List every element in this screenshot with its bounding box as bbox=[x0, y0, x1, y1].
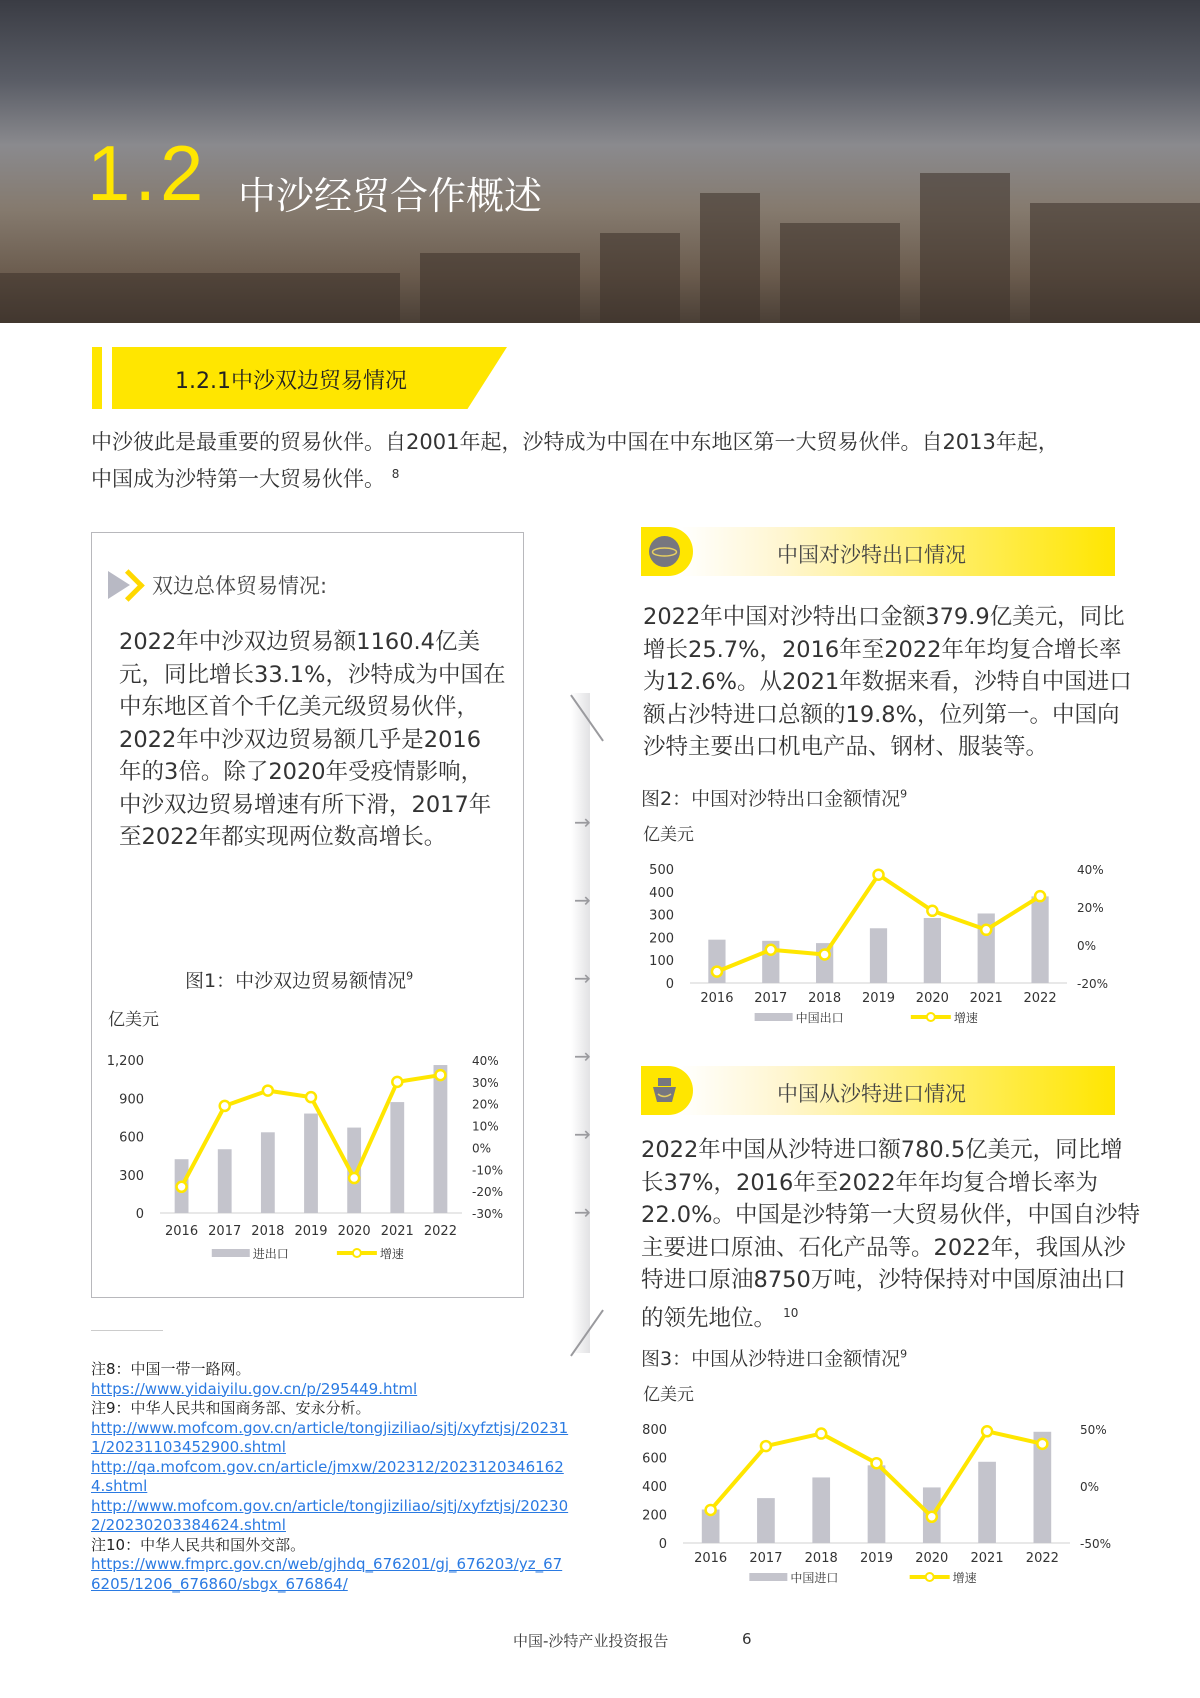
growth-point-2022 bbox=[435, 1070, 445, 1080]
growth-point-2017 bbox=[766, 945, 776, 955]
x-tick-label: 2019 bbox=[861, 991, 896, 1006]
x-tick-label: 2022 bbox=[1023, 991, 1057, 1006]
y2-tick-label: 20% bbox=[1077, 901, 1104, 915]
bar-2020 bbox=[924, 918, 941, 983]
body-line: 沙特主要出口机电产品、钢材、服装等。 bbox=[643, 734, 1049, 760]
footnote-link[interactable]: http://qa.mofcom.gov.cn/article/jmxw/202312/20231203461624.shtml bbox=[91, 1457, 564, 1495]
footnote-9: 注9：中华人民共和国商务部、安永分析。 bbox=[91, 1399, 371, 1417]
export-body bbox=[643, 601, 1143, 764]
y2-tick-label: -20% bbox=[472, 1185, 504, 1200]
arrow-right-icon: → bbox=[574, 810, 591, 834]
growth-point-2020 bbox=[349, 1173, 359, 1183]
legend-bar-label: 进出口 bbox=[252, 1247, 289, 1261]
box-heading bbox=[108, 568, 327, 602]
import-header-label: 中国从沙特进口情况 bbox=[777, 1082, 966, 1106]
y2-tick-label: 30% bbox=[472, 1075, 499, 1090]
badge bbox=[641, 1066, 693, 1115]
legend-line-marker bbox=[927, 1013, 935, 1021]
body-line: 2022年中国从沙特进口额780.5亿美元，同比增 bbox=[641, 1137, 1123, 1163]
footnote-ref: 9 bbox=[900, 787, 908, 801]
body-line: 主要进口原油、石化产品等。2022年，我国从沙 bbox=[641, 1234, 1126, 1261]
bar-2021 bbox=[978, 1462, 996, 1543]
y-tick-label: 100 bbox=[649, 954, 674, 970]
x-tick-label: 2020 bbox=[337, 1224, 371, 1239]
growth-point-2017 bbox=[761, 1441, 771, 1451]
y2-tick-label: 0% bbox=[1080, 1480, 1100, 1494]
body-line: 2022年中沙双边贸易额几乎是2016 bbox=[119, 726, 482, 753]
body-line: 22.0%。中国是沙特第一大贸易伙伴，中国自沙特 bbox=[641, 1202, 1140, 1228]
bar-2019 bbox=[870, 928, 887, 983]
legend-bar-label: 中国进口 bbox=[790, 1571, 839, 1585]
arrow-right-icon: → bbox=[574, 1200, 591, 1224]
footnote-link[interactable]: http://www.mofcom.gov.cn/article/tongjiziliao/sjtj/xyfztjsj/202311/20231103452900.shtml bbox=[91, 1418, 569, 1456]
body-line: 2022年中国对沙特出口金额379.9亿美元，同比 bbox=[643, 604, 1125, 630]
intro-line: 中沙彼此是最重要的贸易伙伴。自2001年起，沙特成为中国在中东地区第一大贸易伙伴。自2013年起， bbox=[91, 430, 1059, 454]
y2-tick-label: 20% bbox=[472, 1097, 499, 1112]
page-number: 6 bbox=[742, 1630, 752, 1648]
body-line: 增长25.7%，2016年至2022年年均复合增长率 bbox=[643, 636, 1122, 663]
legend-bar-swatch bbox=[749, 1573, 787, 1581]
legend-line-marker bbox=[353, 1249, 361, 1257]
x-tick-label: 2022 bbox=[423, 1224, 457, 1239]
box-body bbox=[119, 626, 519, 854]
x-tick-label: 2016 bbox=[165, 1224, 199, 1239]
y-tick-label: 200 bbox=[642, 1508, 667, 1524]
footnotes bbox=[91, 1360, 571, 1594]
legend-bar-label: 中国出口 bbox=[795, 1011, 844, 1025]
arrow-right-icon: → bbox=[574, 1122, 591, 1146]
chart3-svg bbox=[640, 1410, 1120, 1600]
x-tick-label: 2019 bbox=[294, 1224, 328, 1239]
body-line: 长37%，2016年至2022年年均复合增长率为 bbox=[641, 1169, 1099, 1196]
chart1-title bbox=[185, 966, 413, 993]
footnote-ref: 9 bbox=[900, 1347, 908, 1361]
footer-title: 中国-沙特产业投资报告 bbox=[513, 1632, 669, 1650]
legend-line-marker bbox=[926, 1573, 934, 1581]
chart1-unit: 亿美元 bbox=[108, 1010, 159, 1030]
x-tick-label: 2021 bbox=[970, 1551, 1004, 1566]
growth-point-2022 bbox=[1037, 1439, 1047, 1449]
intro-paragraph bbox=[91, 426, 1121, 495]
chevron-right-icon bbox=[108, 568, 142, 602]
growth-point-2021 bbox=[981, 925, 991, 935]
growth-point-2020 bbox=[927, 906, 937, 916]
chart1-svg bbox=[90, 1040, 520, 1275]
x-tick-label: 2020 bbox=[915, 1551, 949, 1566]
bar-2022 bbox=[1031, 896, 1048, 983]
footnote-link[interactable]: http://www.mofcom.gov.cn/article/tongjiziliao/sjtj/xyfztjsj/202302/20230203384624.shtml bbox=[91, 1496, 569, 1534]
x-tick-label: 2022 bbox=[1025, 1551, 1059, 1566]
x-tick-label: 2017 bbox=[208, 1224, 242, 1239]
growth-point-2020 bbox=[927, 1512, 937, 1522]
body-line bbox=[641, 1297, 1141, 1335]
x-tick-label: 2016 bbox=[694, 1551, 728, 1566]
x-tick-label: 2018 bbox=[251, 1224, 285, 1239]
growth-point-2018 bbox=[820, 950, 830, 960]
y2-tick-label: 10% bbox=[472, 1119, 499, 1134]
y-tick-label: 0 bbox=[658, 1537, 667, 1552]
growth-point-2022 bbox=[1035, 891, 1045, 901]
import-section-header bbox=[641, 1066, 1115, 1115]
globe-icon bbox=[649, 536, 680, 567]
growth-point-2016 bbox=[706, 1505, 716, 1515]
box-heading-text: 双边总体贸易情况: bbox=[152, 574, 328, 598]
intro-line bbox=[91, 458, 1121, 495]
arrow-right-icon: → bbox=[574, 966, 591, 990]
y2-tick-label: 40% bbox=[472, 1054, 499, 1068]
bar-2019 bbox=[304, 1114, 318, 1213]
bar-2018 bbox=[812, 1477, 830, 1543]
y-tick-label: 0 bbox=[135, 1207, 144, 1222]
body-line: 元，同比增长33.1%，沙特成为中国在 bbox=[119, 661, 506, 688]
y-tick-label: 300 bbox=[649, 908, 674, 924]
y-tick-label: 400 bbox=[642, 1480, 667, 1495]
footnote-divider bbox=[91, 1330, 163, 1331]
y-tick-label: 600 bbox=[642, 1451, 667, 1467]
chart2-title-text: 图2：中国对沙特出口金额情况 bbox=[641, 788, 901, 810]
footnote-8: 注8：中国一带一路网。 bbox=[91, 1360, 251, 1378]
growth-point-2018 bbox=[816, 1429, 826, 1439]
chart1-title-text: 图1：中沙双边贸易额情况 bbox=[185, 970, 407, 992]
legend-bar-swatch bbox=[755, 1013, 793, 1021]
x-tick-label: 2017 bbox=[749, 1551, 783, 1566]
y2-tick-label: 40% bbox=[1077, 863, 1104, 877]
y-tick-label: 1,200 bbox=[106, 1054, 144, 1069]
footnote-ref: 8 bbox=[391, 467, 400, 481]
growth-point-2018 bbox=[263, 1086, 273, 1096]
y2-tick-label: -10% bbox=[472, 1163, 504, 1178]
x-tick-label: 2018 bbox=[804, 1551, 838, 1566]
y2-tick-label: 0% bbox=[472, 1141, 492, 1156]
body-line: 特进口原油8750万吨，沙特保持对中国原油出口 bbox=[641, 1267, 1126, 1293]
y-tick-label: 300 bbox=[119, 1168, 144, 1184]
body-line: 中东地区首个千亿美元级贸易伙伴， bbox=[119, 694, 480, 720]
y-tick-label: 500 bbox=[649, 863, 674, 878]
x-tick-label: 2021 bbox=[969, 991, 1003, 1006]
x-tick-label: 2018 bbox=[808, 991, 842, 1006]
body-line: 为12.6%。从2021年数据来看，沙特自中国进口 bbox=[643, 669, 1132, 695]
chart3-unit: 亿美元 bbox=[643, 1385, 694, 1405]
y2-tick-label: -30% bbox=[472, 1207, 504, 1221]
bar-2021 bbox=[390, 1102, 404, 1213]
y2-tick-label: 50% bbox=[1080, 1423, 1107, 1437]
body-line: 2022年中沙双边贸易额1160.4亿美 bbox=[119, 629, 480, 655]
chart3-title bbox=[641, 1344, 907, 1371]
bar-2022 bbox=[434, 1065, 448, 1213]
bar-2018 bbox=[261, 1132, 275, 1213]
footnote-link[interactable]: https://www.fmprc.gov.cn/web/gjhdq_676201/gj_676203/yz_676205/1206_676860/sbgx_676864/ bbox=[91, 1555, 563, 1593]
ship-icon bbox=[649, 1075, 680, 1106]
arrow-right-icon: → bbox=[574, 1044, 591, 1068]
footnote-link[interactable]: https://www.yidaiyilu.gov.cn/p/295449.html bbox=[91, 1379, 418, 1398]
y-tick-label: 0 bbox=[665, 977, 674, 992]
x-tick-label: 2019 bbox=[859, 1551, 894, 1566]
growth-point-2021 bbox=[982, 1426, 992, 1436]
footnote-ref: 9 bbox=[406, 969, 414, 983]
y2-tick-label: -50% bbox=[1080, 1537, 1112, 1551]
body-line: 年的3倍。除了2020年受疫情影响， bbox=[119, 759, 484, 785]
bar-2017 bbox=[218, 1149, 232, 1213]
chart2-unit: 亿美元 bbox=[643, 825, 694, 845]
body-text: 的领先地位。 bbox=[641, 1305, 777, 1331]
chart2-title bbox=[641, 784, 907, 811]
y2-tick-label: -20% bbox=[1077, 977, 1109, 991]
section-title: 中沙经贸合作概述 bbox=[238, 174, 543, 218]
section-number: 1.2 bbox=[87, 129, 208, 217]
body-line: 至2022年都实现两位数高增长。 bbox=[119, 824, 447, 850]
body-line: 中沙双边贸易增速有所下滑，2017年 bbox=[119, 791, 492, 818]
import-body bbox=[641, 1134, 1141, 1335]
y-tick-label: 800 bbox=[642, 1423, 667, 1438]
legend-bar-swatch bbox=[212, 1249, 250, 1257]
growth-point-2019 bbox=[306, 1092, 316, 1102]
export-section-header bbox=[641, 527, 1115, 576]
footnote-ref: 10 bbox=[783, 1305, 799, 1320]
growth-point-2017 bbox=[220, 1101, 230, 1111]
legend-line-label: 增速 bbox=[952, 1571, 977, 1585]
y-tick-label: 400 bbox=[649, 885, 674, 901]
growth-point-2019 bbox=[874, 870, 884, 880]
growth-point-2016 bbox=[177, 1182, 187, 1192]
chart2-svg bbox=[640, 850, 1120, 1040]
y2-tick-label: 0% bbox=[1077, 939, 1097, 953]
y-tick-label: 900 bbox=[119, 1092, 144, 1108]
column-divider bbox=[571, 693, 590, 1353]
y-tick-label: 600 bbox=[119, 1130, 144, 1146]
chart3-title-text: 图3：中国从沙特进口金额情况 bbox=[641, 1348, 901, 1370]
growth-point-2016 bbox=[712, 967, 722, 977]
badge bbox=[641, 527, 693, 576]
y-tick-label: 200 bbox=[649, 931, 674, 947]
x-tick-label: 2021 bbox=[380, 1224, 414, 1239]
x-tick-label: 2017 bbox=[754, 991, 788, 1006]
growth-point-2019 bbox=[872, 1458, 882, 1468]
intro-text: 中国成为沙特第一大贸易伙伴。 bbox=[91, 467, 385, 491]
bar-2017 bbox=[757, 1498, 775, 1543]
x-tick-label: 2020 bbox=[915, 991, 949, 1006]
growth-point-2021 bbox=[392, 1077, 402, 1087]
subsection-accent-bar bbox=[92, 347, 102, 409]
footnote-10: 注10：中华人民共和国外交部。 bbox=[91, 1535, 306, 1554]
legend-line-label: 增速 bbox=[379, 1247, 404, 1261]
legend-line-label: 增速 bbox=[953, 1011, 978, 1025]
x-tick-label: 2016 bbox=[700, 991, 734, 1006]
subsection-title: 1.2.1中沙双边贸易情况 bbox=[175, 369, 407, 394]
bar-2019 bbox=[868, 1465, 886, 1543]
body-line: 额占沙特进口总额的19.8%，位列第一。中国向 bbox=[643, 701, 1120, 728]
arrow-right-icon: → bbox=[574, 888, 591, 912]
export-header-label: 中国对沙特出口情况 bbox=[777, 543, 966, 567]
